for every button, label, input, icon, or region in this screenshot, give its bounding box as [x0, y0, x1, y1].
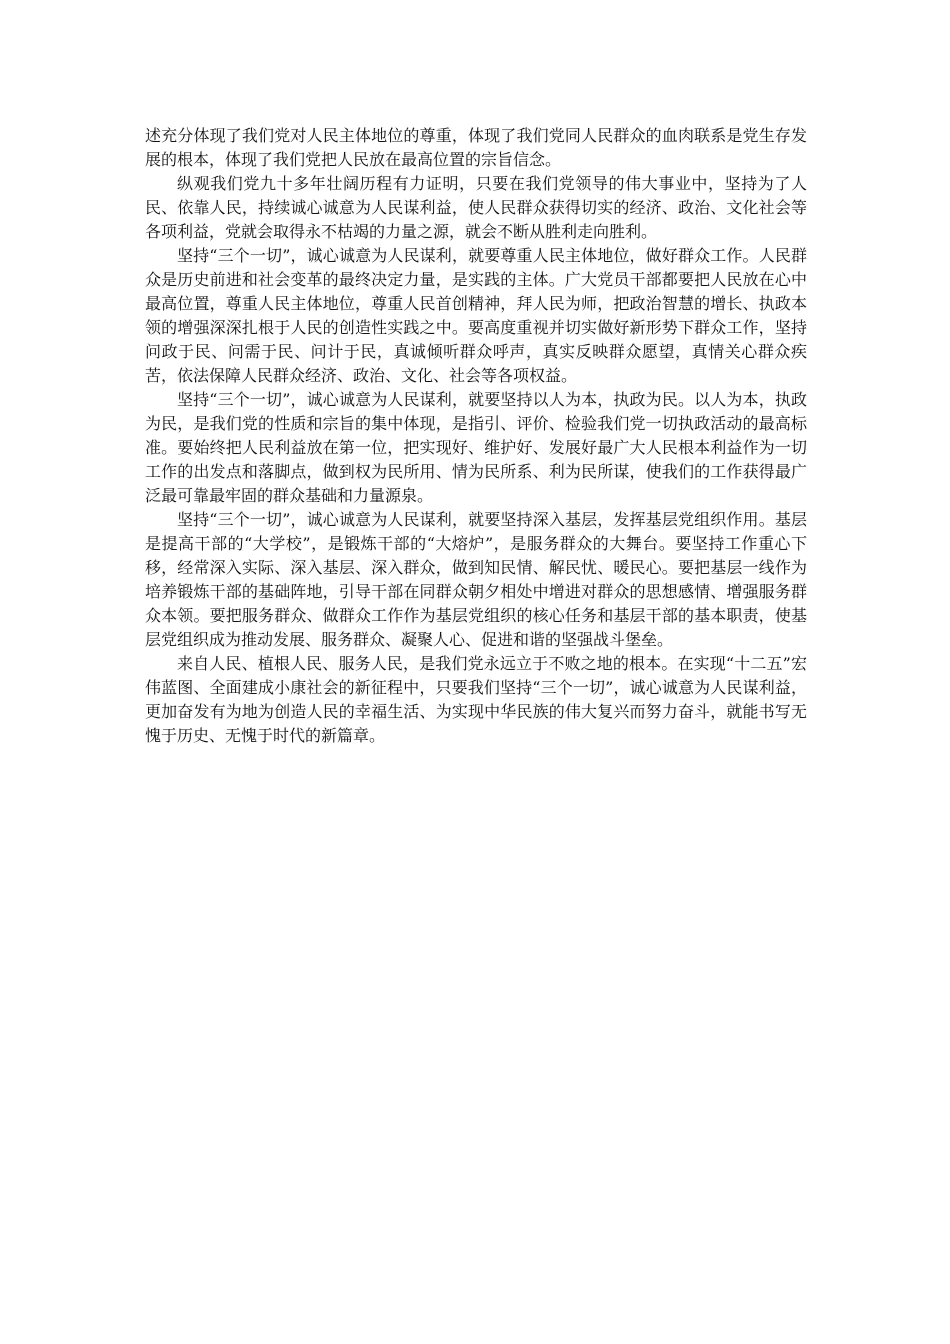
paragraph-1: 述充分体现了我们党对人民主体地位的尊重，体现了我们党同人民群众的血肉联系是党生存发展的根本，体现了我们党把人民放在最高位置的宗旨信念。 [145, 126, 807, 169]
paragraph-4: 坚持“三个一切”，诚心诚意为人民谋利，就要坚持以人为本，执政为民。以人为本，执政为民，是我们党的性质和宗旨的集中体现，是指引、评价、检验我们党一切执政活动的最高标准。要始终把人民利益放在第一位，把实现好、维护好、发展好最广大人民根本利益作为一切工作的出发点和落脚点，做到权为民所用、情为民所系、利为民所谋，使我们的工作获得最广泛最可靠最牢固的群众基础和力量源泉。 [145, 390, 807, 505]
paragraph-2: 纵观我们党九十多年壮阔历程有力证明，只要在我们党领导的伟大事业中，坚持为了人民、依靠人民，持续诚心诚意为人民谋利益，使人民群众获得切实的经济、政治、文化社会等各项利益，党就会取得永不枯竭的力量之源，就会不断从胜利走向胜利。 [145, 174, 807, 241]
paragraph-3: 坚持“三个一切”，诚心诚意为人民谋利，就要尊重人民主体地位，做好群众工作。人民群众是历史前进和社会变革的最终决定力量，是实践的主体。广大党员干部都要把人民放在心中最高位置，尊重人民主体地位，尊重人民首创精神，拜人民为师，把政治智慧的增长、执政本领的增强深深扎根于人民的创造性实践之中。要高度重视并切实做好新形势下群众工作，坚持问政于民、问需于民、问计于民，真诚倾听群众呼声，真实反映群众愿望，真情关心群众疾苦，依法保障人民群众经济、政治、文化、社会等各项权益。 [145, 246, 807, 385]
paragraph-5: 坚持“三个一切”，诚心诚意为人民谋利，就要坚持深入基层，发挥基层党组织作用。基层是提高干部的“大学校”，是锻炼干部的“大熔炉”，是服务群众的大舞台。要坚持工作重心下移，经常深入实际、深入基层、深入群众，做到知民情、解民忧、暖民心。要把基层一线作为培养锻炼干部的基础阵地，引导干部在同群众朝夕相处中增进对群众的思想感情、增强服务群众本领。要把服务群众、做群众工作作为基层党组织的核心任务和基层干部的基本职责，使基层党组织成为推动发展、服务群众、凝聚人心、促进和谐的坚强战斗堡垒。 [145, 510, 807, 649]
document-body [145, 124, 807, 748]
paragraph-6: 来自人民、植根人民、服务人民，是我们党永远立于不败之地的根本。在实现“十二五”宏伟蓝图、全面建成小康社会的新征程中，只要我们坚持“三个一切”，诚心诚意为人民谋利益，更加奋发有为地为创造人民的幸福生活、为实现中华民族的伟大复兴而努力奋斗，就能书写无愧于历史、无愧于时代的新篇章。 [145, 654, 807, 745]
